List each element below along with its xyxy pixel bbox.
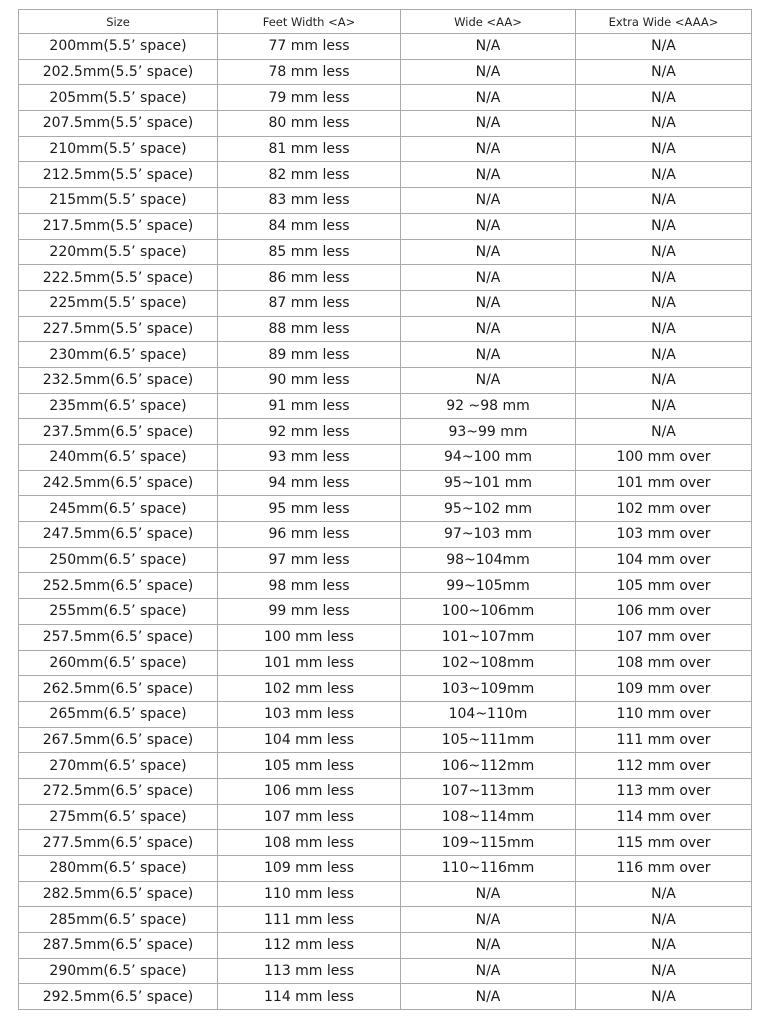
table-row (19, 136, 752, 162)
cell-wide: N/A (401, 85, 576, 111)
cell-feet-width: 86 mm less (218, 265, 401, 291)
table-row (19, 650, 752, 676)
cell-extra-wide: 108 mm over (576, 650, 752, 676)
cell-extra-wide: N/A (576, 907, 752, 933)
cell-feet-width: 85 mm less (218, 239, 401, 265)
table-row (19, 573, 752, 599)
cell-extra-wide: N/A (576, 342, 752, 368)
cell-extra-wide: N/A (576, 933, 752, 959)
cell-extra-wide: 101 mm over (576, 470, 752, 496)
cell-extra-wide: 115 mm over (576, 830, 752, 856)
size-table (18, 9, 752, 1010)
cell-extra-wide: N/A (576, 881, 752, 907)
cell-extra-wide: N/A (576, 188, 752, 214)
table-row (19, 933, 752, 959)
cell-size: 270mm(6.5’ space) (19, 753, 218, 779)
cell-wide: N/A (401, 881, 576, 907)
table-row (19, 445, 752, 471)
cell-wide: N/A (401, 342, 576, 368)
cell-extra-wide: N/A (576, 162, 752, 188)
table-row (19, 804, 752, 830)
cell-extra-wide: 106 mm over (576, 599, 752, 625)
table-row (19, 830, 752, 856)
cell-extra-wide: N/A (576, 290, 752, 316)
table-row (19, 496, 752, 522)
cell-size: 220mm(5.5’ space) (19, 239, 218, 265)
cell-feet-width: 77 mm less (218, 34, 401, 60)
table-row (19, 85, 752, 111)
cell-feet-width: 104 mm less (218, 727, 401, 753)
table-row (19, 676, 752, 702)
cell-size: 207.5mm(5.5’ space) (19, 111, 218, 137)
table-row (19, 367, 752, 393)
cell-feet-width: 90 mm less (218, 367, 401, 393)
cell-extra-wide: N/A (576, 85, 752, 111)
header-feet-width: Feet Width <A> (218, 10, 401, 34)
cell-feet-width: 91 mm less (218, 393, 401, 419)
cell-size: 240mm(6.5’ space) (19, 445, 218, 471)
cell-size: 250mm(6.5’ space) (19, 547, 218, 573)
table-row (19, 393, 752, 419)
cell-size: 245mm(6.5’ space) (19, 496, 218, 522)
cell-feet-width: 93 mm less (218, 445, 401, 471)
header-wide: Wide <AA> (401, 10, 576, 34)
cell-wide: 101~107mm (401, 624, 576, 650)
cell-extra-wide: N/A (576, 419, 752, 445)
cell-extra-wide: N/A (576, 213, 752, 239)
header-size: Size (19, 10, 218, 34)
cell-wide: N/A (401, 162, 576, 188)
cell-feet-width: 103 mm less (218, 701, 401, 727)
cell-size: 222.5mm(5.5’ space) (19, 265, 218, 291)
cell-extra-wide: 104 mm over (576, 547, 752, 573)
cell-size: 280mm(6.5’ space) (19, 856, 218, 882)
cell-extra-wide: N/A (576, 111, 752, 137)
cell-wide: N/A (401, 316, 576, 342)
table-row (19, 239, 752, 265)
cell-size: 215mm(5.5’ space) (19, 188, 218, 214)
cell-extra-wide: 111 mm over (576, 727, 752, 753)
cell-size: 255mm(6.5’ space) (19, 599, 218, 625)
cell-size: 242.5mm(6.5’ space) (19, 470, 218, 496)
cell-size: 202.5mm(5.5’ space) (19, 59, 218, 85)
cell-size: 285mm(6.5’ space) (19, 907, 218, 933)
table-row (19, 727, 752, 753)
cell-wide: 110~116mm (401, 856, 576, 882)
cell-extra-wide: N/A (576, 34, 752, 60)
table-row (19, 188, 752, 214)
table-row (19, 470, 752, 496)
cell-feet-width: 84 mm less (218, 213, 401, 239)
cell-size: 200mm(5.5’ space) (19, 34, 218, 60)
cell-size: 267.5mm(6.5’ space) (19, 727, 218, 753)
cell-wide: 103~109mm (401, 676, 576, 702)
cell-extra-wide: 109 mm over (576, 676, 752, 702)
table-row (19, 342, 752, 368)
cell-size: 227.5mm(5.5’ space) (19, 316, 218, 342)
table-row (19, 856, 752, 882)
cell-feet-width: 112 mm less (218, 933, 401, 959)
table-row (19, 599, 752, 625)
cell-size: 260mm(6.5’ space) (19, 650, 218, 676)
table-row (19, 34, 752, 60)
cell-feet-width: 78 mm less (218, 59, 401, 85)
cell-feet-width: 107 mm less (218, 804, 401, 830)
table-row (19, 111, 752, 137)
cell-extra-wide: 107 mm over (576, 624, 752, 650)
cell-feet-width: 88 mm less (218, 316, 401, 342)
cell-wide: 107~113mm (401, 778, 576, 804)
cell-size: 257.5mm(6.5’ space) (19, 624, 218, 650)
cell-feet-width: 100 mm less (218, 624, 401, 650)
cell-wide: N/A (401, 34, 576, 60)
cell-feet-width: 80 mm less (218, 111, 401, 137)
cell-extra-wide: 105 mm over (576, 573, 752, 599)
cell-size: 237.5mm(6.5’ space) (19, 419, 218, 445)
cell-feet-width: 96 mm less (218, 522, 401, 548)
cell-extra-wide: N/A (576, 984, 752, 1010)
cell-extra-wide: N/A (576, 265, 752, 291)
cell-extra-wide: N/A (576, 239, 752, 265)
cell-wide: N/A (401, 984, 576, 1010)
cell-wide: 97~103 mm (401, 522, 576, 548)
cell-wide: N/A (401, 367, 576, 393)
cell-feet-width: 109 mm less (218, 856, 401, 882)
cell-wide: 108~114mm (401, 804, 576, 830)
table-row (19, 419, 752, 445)
cell-wide: 106~112mm (401, 753, 576, 779)
cell-extra-wide: N/A (576, 316, 752, 342)
table-row (19, 213, 752, 239)
cell-feet-width: 87 mm less (218, 290, 401, 316)
cell-wide: N/A (401, 239, 576, 265)
table-row (19, 958, 752, 984)
table-row (19, 547, 752, 573)
table-row (19, 162, 752, 188)
cell-feet-width: 94 mm less (218, 470, 401, 496)
cell-feet-width: 97 mm less (218, 547, 401, 573)
cell-wide: 95~101 mm (401, 470, 576, 496)
cell-wide: 94~100 mm (401, 445, 576, 471)
cell-extra-wide: 100 mm over (576, 445, 752, 471)
cell-feet-width: 99 mm less (218, 599, 401, 625)
cell-size: 282.5mm(6.5’ space) (19, 881, 218, 907)
cell-extra-wide: N/A (576, 136, 752, 162)
table-row (19, 778, 752, 804)
cell-feet-width: 102 mm less (218, 676, 401, 702)
cell-size: 210mm(5.5’ space) (19, 136, 218, 162)
cell-extra-wide: 113 mm over (576, 778, 752, 804)
cell-feet-width: 92 mm less (218, 419, 401, 445)
cell-wide: N/A (401, 907, 576, 933)
cell-wide: N/A (401, 111, 576, 137)
table-row (19, 290, 752, 316)
cell-wide: 109~115mm (401, 830, 576, 856)
cell-size: 252.5mm(6.5’ space) (19, 573, 218, 599)
table-row (19, 701, 752, 727)
cell-feet-width: 105 mm less (218, 753, 401, 779)
cell-size: 212.5mm(5.5’ space) (19, 162, 218, 188)
cell-wide: N/A (401, 933, 576, 959)
table-row (19, 522, 752, 548)
table-row (19, 984, 752, 1010)
cell-extra-wide: 114 mm over (576, 804, 752, 830)
cell-wide: N/A (401, 958, 576, 984)
cell-size: 262.5mm(6.5’ space) (19, 676, 218, 702)
table-header-row (19, 10, 752, 34)
cell-extra-wide: 110 mm over (576, 701, 752, 727)
cell-extra-wide: 102 mm over (576, 496, 752, 522)
cell-feet-width: 89 mm less (218, 342, 401, 368)
cell-extra-wide: N/A (576, 367, 752, 393)
cell-feet-width: 83 mm less (218, 188, 401, 214)
cell-size: 287.5mm(6.5’ space) (19, 933, 218, 959)
cell-feet-width: 81 mm less (218, 136, 401, 162)
table-row (19, 59, 752, 85)
cell-size: 205mm(5.5’ space) (19, 85, 218, 111)
cell-wide: 102~108mm (401, 650, 576, 676)
cell-wide: N/A (401, 213, 576, 239)
cell-size: 292.5mm(6.5’ space) (19, 984, 218, 1010)
cell-wide: N/A (401, 265, 576, 291)
cell-wide: 98~104mm (401, 547, 576, 573)
cell-size: 235mm(6.5’ space) (19, 393, 218, 419)
cell-wide: 93~99 mm (401, 419, 576, 445)
cell-size: 232.5mm(6.5’ space) (19, 367, 218, 393)
cell-wide: 92 ~98 mm (401, 393, 576, 419)
cell-feet-width: 111 mm less (218, 907, 401, 933)
cell-feet-width: 95 mm less (218, 496, 401, 522)
cell-feet-width: 82 mm less (218, 162, 401, 188)
cell-size: 272.5mm(6.5’ space) (19, 778, 218, 804)
cell-feet-width: 113 mm less (218, 958, 401, 984)
cell-wide: N/A (401, 188, 576, 214)
cell-size: 277.5mm(6.5’ space) (19, 830, 218, 856)
cell-wide: 95~102 mm (401, 496, 576, 522)
cell-size: 217.5mm(5.5’ space) (19, 213, 218, 239)
size-chart (18, 9, 751, 1010)
cell-extra-wide: 112 mm over (576, 753, 752, 779)
cell-extra-wide: N/A (576, 393, 752, 419)
cell-extra-wide: N/A (576, 59, 752, 85)
cell-wide: N/A (401, 290, 576, 316)
cell-wide: 105~111mm (401, 727, 576, 753)
cell-feet-width: 106 mm less (218, 778, 401, 804)
cell-size: 225mm(5.5’ space) (19, 290, 218, 316)
table-row (19, 907, 752, 933)
cell-feet-width: 108 mm less (218, 830, 401, 856)
cell-wide: 104~110m (401, 701, 576, 727)
table-row (19, 265, 752, 291)
cell-extra-wide: 103 mm over (576, 522, 752, 548)
cell-extra-wide: N/A (576, 958, 752, 984)
cell-size: 290mm(6.5’ space) (19, 958, 218, 984)
table-body (19, 34, 752, 1010)
cell-feet-width: 101 mm less (218, 650, 401, 676)
cell-feet-width: 110 mm less (218, 881, 401, 907)
cell-wide: N/A (401, 136, 576, 162)
cell-wide: 99~105mm (401, 573, 576, 599)
header-extra-wide: Extra Wide <AAA> (576, 10, 752, 34)
table-row (19, 753, 752, 779)
cell-extra-wide: 116 mm over (576, 856, 752, 882)
cell-size: 265mm(6.5’ space) (19, 701, 218, 727)
cell-feet-width: 114 mm less (218, 984, 401, 1010)
table-row (19, 881, 752, 907)
cell-wide: N/A (401, 59, 576, 85)
table-row (19, 316, 752, 342)
cell-feet-width: 79 mm less (218, 85, 401, 111)
table-row (19, 624, 752, 650)
cell-size: 230mm(6.5’ space) (19, 342, 218, 368)
cell-wide: 100~106mm (401, 599, 576, 625)
cell-size: 247.5mm(6.5’ space) (19, 522, 218, 548)
cell-size: 275mm(6.5’ space) (19, 804, 218, 830)
cell-feet-width: 98 mm less (218, 573, 401, 599)
